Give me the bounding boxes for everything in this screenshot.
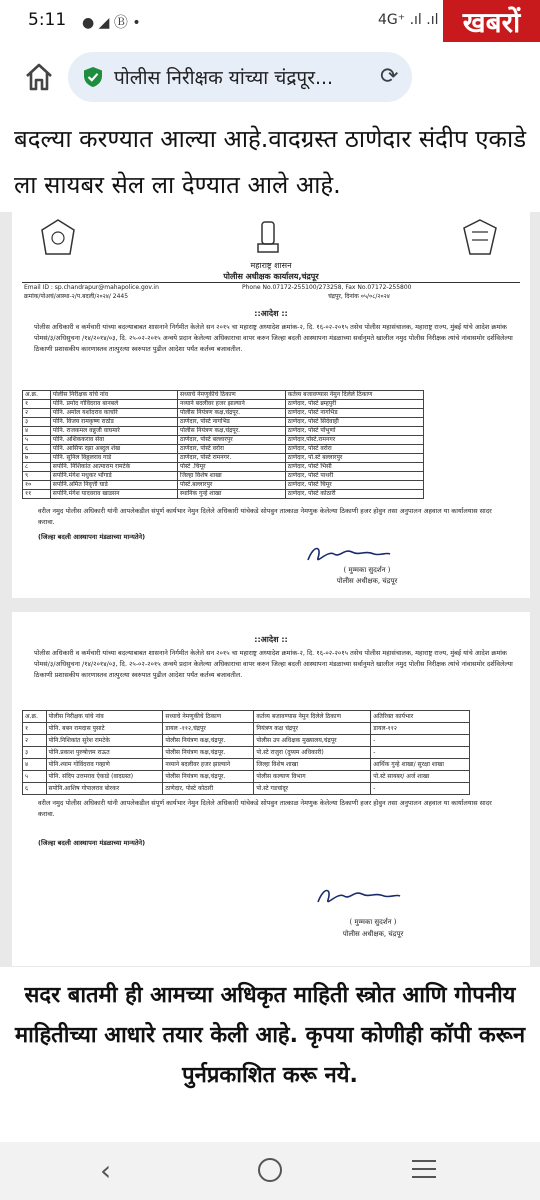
table-cell: ठाणेदार, पोस्टे वरोरा xyxy=(178,445,286,454)
reference-number: क्रमांक/पोअचं/आस्था-२/प.बदली/२०२४/ 2445 xyxy=(24,293,129,300)
email-line: Email ID : sp.chandrapur@mahapolice.gov.in xyxy=(24,284,159,291)
signature-icon xyxy=(312,882,402,910)
table-cell: सपोनि.मंगेश यादवराव खाडसन xyxy=(50,490,177,499)
table-cell: २ xyxy=(23,409,51,418)
table-cell: ६ xyxy=(23,783,47,795)
table-row xyxy=(23,783,470,795)
table-cell: पोलीस नियंत्रण कक्ष,चंद्रपूर. xyxy=(163,771,254,783)
notification-icons: ● ◢ Ⓑ • xyxy=(82,15,141,31)
table-cell: सपोनि.आशिष गोपालराव बोरकर xyxy=(46,783,163,795)
page-title-url: पोलीस निरीक्षक यांच्या चंद्रपूर... xyxy=(114,67,334,89)
table-cell: सपोनि.मंगेश मधुकर भोंगाडे xyxy=(50,472,177,481)
table-cell: १ xyxy=(23,400,51,409)
table-cell: १ xyxy=(23,723,47,735)
table-cell: ११ xyxy=(23,490,51,499)
table-cell: पोलीस नियंत्रण कक्ष,चंद्रपूर. xyxy=(178,409,286,418)
transfer-table-2 xyxy=(22,710,470,795)
police-emblem-icon xyxy=(38,218,78,258)
table-cell: पोनि.निशिकांत सुरेश रामटेके xyxy=(46,735,163,747)
office-name: पोलीस अधीक्षक कार्यालय,चंद्रपूर xyxy=(223,272,319,281)
table-row xyxy=(23,472,424,481)
order-footer-text: वरील नमुद पोलीस अधिकारी यांनी आपलेकडील संपूर्ण कार्यभार नेमुन दिलेले अधिकारी यांचेकडे सोपवुन तात्काळ नेमणुक केलेल्या ठिकाणी हजर होवुन तसा अनुपालन अहवाल या कार्यालयास सादर करावा. xyxy=(38,507,492,526)
table-cell: ठाणेदार, पोस्टे नागभिड xyxy=(285,409,423,418)
signatory-name: ( मुम्मका सुदर्शन ) xyxy=(349,918,397,926)
divider xyxy=(22,282,520,283)
table-cell: सपोनि. निशिकांत आत्माराम रामटेके xyxy=(50,463,177,472)
table-cell: पोनि. आसिफ रझा अब्दुल शेख xyxy=(50,445,177,454)
signatory-title: पोलीस अधीक्षक, चंद्रपूर xyxy=(336,577,398,585)
table-cell: ठाणेदार, पोस्टे पाथरी xyxy=(285,472,423,481)
table-cell: डायल -११२,चंद्रपूर xyxy=(163,723,254,735)
table-row xyxy=(23,759,470,771)
order-footer-text: वरील नमुद पोलीस अधिकारी यांनी आपलेकडील संपूर्ण कार्यभार नेमुन दिलेले अधिकारी यांचेकडे सोपवुन तात्काळ नेमणुक केलेल्या ठिकाणी हजर होवुन तसा अनुपालन अहवाल या कार्यालयास सादर करावा. xyxy=(38,799,492,818)
table-cell: ४ xyxy=(23,427,51,436)
table-header-cell: सध्याचे नेमणुकीचे ठिकाण xyxy=(163,711,254,723)
table-row xyxy=(23,723,470,735)
signatory-title: पोलीस अधीक्षक, चंद्रपूर xyxy=(342,930,404,938)
government-label: महाराष्ट्र शासन xyxy=(250,261,292,270)
table-cell: - xyxy=(371,747,470,759)
table-cell: ५ xyxy=(23,436,51,445)
table-cell: ठाणेदार, पोस्टे वरोरा xyxy=(285,445,423,454)
table-cell: पोनि. अमोल यशोदराव काचोरे xyxy=(50,409,177,418)
table-cell: - xyxy=(371,783,470,795)
approval-note: (जिल्हा बदली आस्थापना मंडळाच्या मान्यतेने) xyxy=(38,533,146,541)
table-cell: स्थानिक गुन्हे शाखा xyxy=(178,490,286,499)
table-cell: १० xyxy=(23,481,51,490)
network-indicator: 4G⁺ .ıl .ıl xyxy=(378,12,439,28)
table-cell: पोस्टे .चिमूर xyxy=(178,463,286,472)
table-row xyxy=(23,400,424,409)
table-cell: ठाणेदार, पोस्टे भिसी xyxy=(285,463,423,472)
table-cell: ९ xyxy=(23,472,51,481)
signature-icon xyxy=(304,542,394,568)
clock: 5:11 xyxy=(28,10,67,30)
table-cell: पोस्टे.बल्लारपुर xyxy=(178,481,286,490)
table-cell: पोनि. सुनिल विठ्ठलराव गाडे xyxy=(50,454,177,463)
order-document-image xyxy=(0,212,540,967)
brand-logo-top-text: खबरों xyxy=(462,6,521,39)
table-row xyxy=(23,409,424,418)
table-cell: पोनि. प्रमोद गोविंदराव बानबले xyxy=(50,400,177,409)
order-date: चंद्रपूर, दिनांक ०५/०८/२०२४ xyxy=(328,293,390,300)
maharashtra-police-emblem-icon xyxy=(460,218,500,258)
table-cell: ठाणेदार, पोस्टे चिमूर xyxy=(285,481,423,490)
table-cell: पोनि.श्याम गोविंदराव गव्हाणे xyxy=(46,759,163,771)
signatory-name: ( मुम्मका सुदर्शन ) xyxy=(343,566,391,574)
table-cell: ३ xyxy=(23,418,51,427)
table-row xyxy=(23,436,424,445)
table-cell: ३ xyxy=(23,747,47,759)
shield-check-icon xyxy=(82,66,104,88)
table-cell: पोलीस कल्याण विभाग xyxy=(254,771,371,783)
table-header-cell: अ.क्र. xyxy=(23,391,51,400)
address-bar[interactable] xyxy=(68,52,412,102)
order-title: ::आदेश :: xyxy=(254,309,288,318)
table-cell: जिल्हा विशेष शाखा xyxy=(254,759,371,771)
table-cell: नव्याने बदलीवर हजर झाल्याने xyxy=(178,400,286,409)
table-cell: ठाणेदार, पोस्टे कोठारी xyxy=(163,783,254,795)
table-cell: ७ xyxy=(23,454,51,463)
order-paragraph: पोलीस अधिकारी व कर्मचारी यांच्या बदल्याबाबत शासनाने निर्गमीत केलेले सन २०१५ चा महाराष्ट्र अध्यादेश क्रमांक-२, दि. १६-०२-२०१५ तसेच पोलीस महासंचालक, महाराष्ट्र राज्य, मुंबई यांचे आदेश क्रमांक पोमसं/३/अधिसुचना /१४/२०१४/०३, दि. २५-०२-२०१५ अन्वये प्रदान केलेल्या अधिकाराचा वापर करुन जिल्हा बदली आस्थापना मंडळाच्या सर्वानुमते खालील नमुद पोलीस निरीक्षक त्यांचे नांवासमोर दर्शविलेल्या ठिकाणी प्रशासकीय कारणास्तव तात्पुरत्या स्वरुपात पुढील आदेशा पर्यंत कर्तव्य बजावतील. xyxy=(34,649,513,679)
table-cell: ठाणेदार,पोस्टे.रामनगर xyxy=(285,436,423,445)
table-header-cell: पोलीस निरीक्षक यांचे नांव xyxy=(46,711,163,723)
table-cell: पो.स्टे राजुरा (दुय्यम अधिकारी) xyxy=(254,747,371,759)
table-header-cell: अ.क्र. xyxy=(23,711,47,723)
table-cell: पोलीस नियंत्रण कक्ष,चंद्रपूर. xyxy=(163,735,254,747)
table-row xyxy=(23,490,424,499)
table-cell: पोनि. संदिप उत्तमराव ऐकाडे (वादग्रस्त) xyxy=(46,771,163,783)
table-cell: पोनि. अशिककराव सेवा xyxy=(50,436,177,445)
order-document-2 xyxy=(12,612,530,966)
article-headline: बदल्या करण्यात आल्या आहे.वादग्रस्त ठाणेदार संदीप एकाडे ला सायबर सेल ला देण्यात आले आहे. xyxy=(14,125,527,199)
table-cell: पोनि.प्रकाश पुरुषोत्तम राऊत xyxy=(46,747,163,759)
table-cell: ठाणेदार, पो.स्टे बल्लारपुर xyxy=(285,454,423,463)
table-cell: ८ xyxy=(23,463,51,472)
table-row xyxy=(23,463,424,472)
transfer-table-1 xyxy=(22,390,424,499)
table-cell: ठाणेदार, पोस्टे पोंभुर्णा xyxy=(285,427,423,436)
table-header-cell: पोलीस निरीक्षक यांचे नांव xyxy=(50,391,177,400)
table-header-cell: अतिरिक्त कार्यभार xyxy=(371,711,470,723)
table-cell: पोलीस उप अधिक्षक मुख्यालय,चंद्रपूर xyxy=(254,735,371,747)
reload-icon[interactable]: ⟳ xyxy=(380,64,399,89)
table-cell: सपोनि.अमित निवृत्ती घाडे xyxy=(50,481,177,490)
table-cell: ६ xyxy=(23,445,51,454)
table-row xyxy=(23,418,424,427)
table-cell: आर्थिक गुन्हे शाखा/ सुरक्षा शाखा xyxy=(371,759,470,771)
browser-toolbar xyxy=(0,42,540,114)
table-header-row xyxy=(23,391,424,400)
table-cell: ठाणेदार, पोस्टे कोठारी xyxy=(285,490,423,499)
table-row xyxy=(23,454,424,463)
table-row xyxy=(23,445,424,454)
table-row xyxy=(23,735,470,747)
table-cell: पोनि. राजकमल वन्नुजी वाघमारे xyxy=(50,427,177,436)
table-cell: नियंत्रण कक्ष चंद्रपूर xyxy=(254,723,371,735)
table-cell: पोलीस नियंत्रण कक्ष,चंद्रपूर. xyxy=(178,427,286,436)
table-cell: ५ xyxy=(23,771,47,783)
home-icon[interactable] xyxy=(22,60,56,94)
phone-line: Phone No.07172-255100/273258, Fax No.07172-255800 xyxy=(242,284,412,291)
table-cell: - xyxy=(371,735,470,747)
table-cell: ठाणेदार, पोस्टे सिंदेवाही xyxy=(285,418,423,427)
approval-note: (जिल्हा बदली आस्थापना मंडळाच्या मान्यतेने) xyxy=(38,839,146,847)
table-row xyxy=(23,481,424,490)
table-header-cell: कर्तव्य बजावण्यास नेमुन दिलेले ठिकाण xyxy=(254,711,371,723)
table-header-cell: कर्तव्य बजावण्यास नेमुन दिलेले ठिकाण xyxy=(285,391,423,400)
table-header-row xyxy=(23,711,470,723)
table-cell: २ xyxy=(23,735,47,747)
circle-home-icon[interactable] xyxy=(258,1158,282,1182)
table-cell: पोनि. विजय रामकृष्ण राठोड xyxy=(50,418,177,427)
table-cell: डायल-११२ xyxy=(371,723,470,735)
table-cell: जिल्हा विशेष शाखा xyxy=(178,472,286,481)
table-row xyxy=(23,427,424,436)
copyright-notice: सदर बातमी ही आमच्या अधिकृत माहिती स्त्रोत आणि गोपनीय माहितीच्या आधारे तयार केली आहे. कृपया कोणीही कॉपी करून पुर्नप्रकाशित करू नये. xyxy=(14,983,526,1088)
back-icon[interactable]: ‹ xyxy=(100,1154,112,1187)
table-header-cell: सध्याचे नेमणुकीचे ठिकाण xyxy=(178,391,286,400)
table-row xyxy=(23,747,470,759)
order-paragraph: पोलीस अधिकारी व कर्मचारी यांच्या बदल्याबाबत शासनाने निर्गमीत केलेले सन २०१५ चा महाराष्ट्र अध्यादेश क्रमांक-२, दि. १६-०२-२०१५ तसेच पोलीस महासंचालक, महाराष्ट्र राज्य, मुंबई यांचे आदेश क्रमांक पोमसं/३/अधिसुचना /१४/२०१४/०३, दि. २५-०२-२०१५ अन्वये प्रदान केलेल्या अधिकाराचा वापर करुन जिल्हा बदली आस्थापना मंडळाच्या सर्वानुमते खालील नमुद पोलीस निरीक्षक त्यांचे नांवासमोर दर्शविलेल्या ठिकाणी प्रशासकीय कारणास्तव तात्पुरत्या स्वरुपात पुढील आदेशा पर्यंत कर्तव्य बजावतील. xyxy=(34,323,513,353)
table-cell: ४ xyxy=(23,759,47,771)
order-title: ::आदेश :: xyxy=(254,635,288,644)
table-cell: पो.स्टे सायबर/ अर्ज शाखा xyxy=(371,771,470,783)
table-cell: ठाणेदार, पोस्टे नागभिड xyxy=(178,418,286,427)
table-cell: पोनि. बबन रामदास पुसाटे xyxy=(46,723,163,735)
table-cell: पो.स्टे गडचांदूर xyxy=(254,783,371,795)
national-emblem-icon xyxy=(248,218,288,258)
table-cell: पोलीस नियंत्रण कक्ष,चंद्रपूर. xyxy=(163,747,254,759)
order-document-1 xyxy=(12,212,530,598)
menu-icon[interactable] xyxy=(412,1160,436,1184)
table-row xyxy=(23,771,470,783)
system-navigation-bar xyxy=(0,1142,540,1200)
table-cell: ठाणेदार, पोस्टे बल्लारपुर xyxy=(178,436,286,445)
table-cell: नव्याने बदलीवर हजर झाल्याने xyxy=(163,759,254,771)
table-cell: ठाणेदार, पोस्टे रामनगर. xyxy=(178,454,286,463)
table-cell: ठाणेदार, पोस्टे ब्रम्हपुरी xyxy=(285,400,423,409)
